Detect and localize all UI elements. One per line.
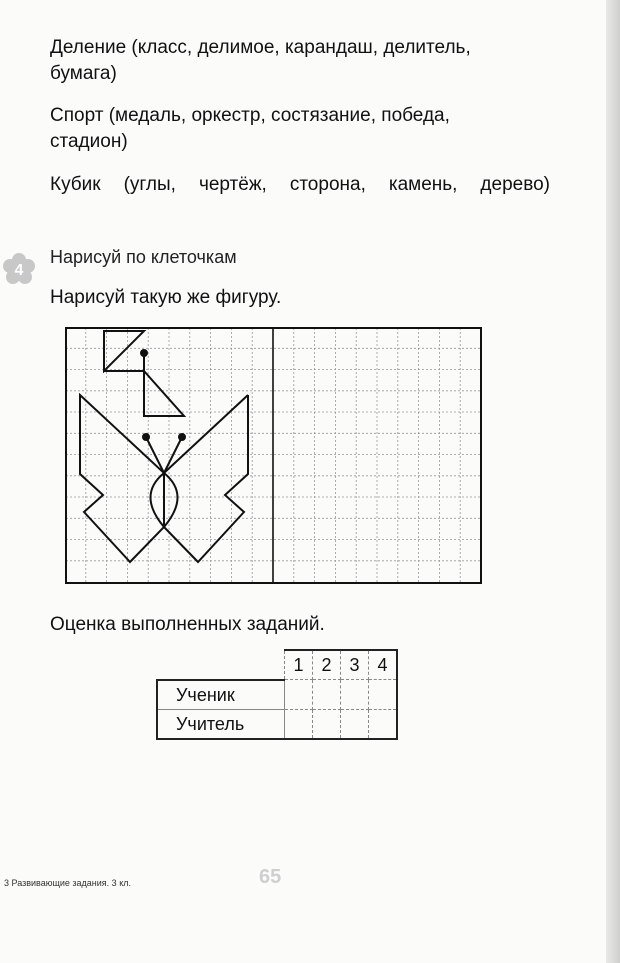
score-cell[interactable] — [313, 680, 341, 710]
side-triangle — [144, 371, 184, 416]
assessment-row-student — [157, 680, 397, 710]
row-label-student: Ученик — [157, 680, 285, 710]
page-number: 65 — [259, 866, 282, 888]
page-edge-shadow — [606, 0, 620, 963]
score-cell[interactable] — [341, 709, 369, 739]
exercise3-row1-line1: Деление (класс, делимое, карандаш, делитель, — [50, 37, 471, 58]
task-number-badge — [3, 253, 35, 285]
score-cell[interactable] — [369, 709, 398, 739]
exercise3-row3: Кубик (углы, чертёж, сторона, камень, дерево) — [50, 174, 550, 195]
left-wing — [80, 395, 164, 562]
score-cell[interactable] — [341, 680, 369, 710]
assessment-table — [156, 649, 398, 740]
top-triangle — [104, 331, 144, 371]
task-number: 4 — [14, 262, 24, 279]
assessment-header-row — [157, 650, 397, 680]
score-cell[interactable] — [285, 709, 313, 739]
exercise3-row2-line2: стадион) — [50, 131, 128, 152]
antenna-right-dot — [179, 434, 185, 440]
task-instruction: Нарисуй такую же фигуру. — [50, 287, 282, 308]
exercise3-row2-line1: Спорт (медаль, оркестр, состязание, победа, — [50, 105, 450, 126]
right-wing — [164, 395, 248, 562]
header-col-1: 1 — [285, 650, 313, 680]
assessment-row-teacher — [157, 709, 397, 739]
header-col-4: 4 — [369, 650, 398, 680]
butterfly-figure — [80, 331, 248, 562]
exercise3-row1-line2: бумага) — [50, 63, 117, 84]
header-col-2: 2 — [313, 650, 341, 680]
antenna-top-dot — [141, 350, 147, 356]
row-label-teacher: Учитель — [157, 709, 285, 739]
antenna-left-dot — [143, 434, 149, 440]
task-title: Нарисуй по клеточкам — [50, 247, 237, 267]
header-col-3: 3 — [341, 650, 369, 680]
drawing-grid — [65, 327, 483, 585]
header-blank-cell — [157, 650, 285, 680]
assessment-heading: Оценка выполненных заданий. — [50, 614, 325, 635]
score-cell[interactable] — [369, 680, 398, 710]
score-cell[interactable] — [313, 709, 341, 739]
antennae — [146, 437, 182, 473]
score-cell[interactable] — [285, 680, 313, 710]
footer-note: 3 Развивающие задания. 3 кл. — [4, 878, 131, 888]
